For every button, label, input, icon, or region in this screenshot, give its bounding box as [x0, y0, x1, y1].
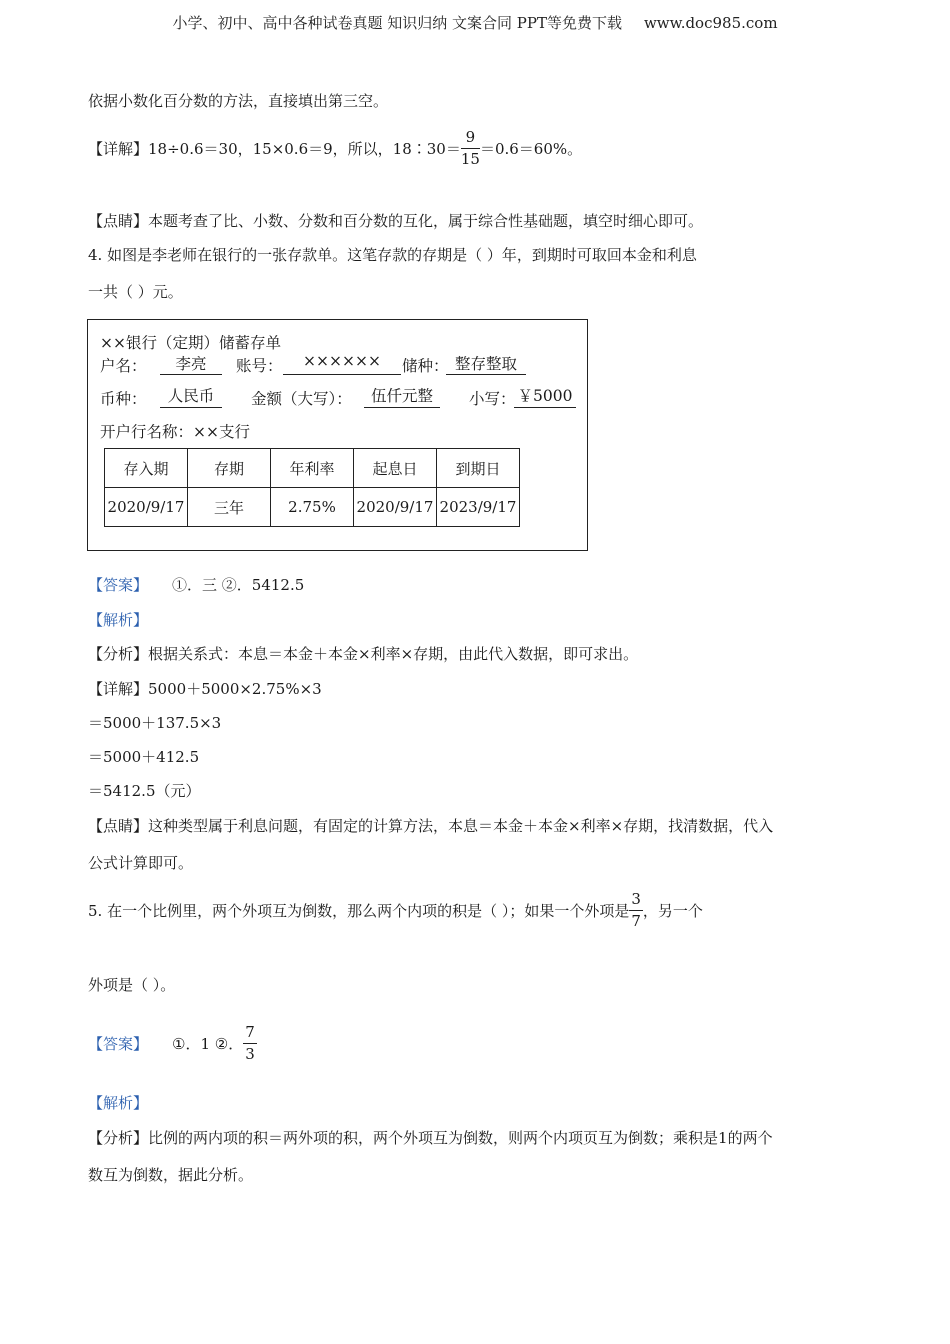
q3-detail-pre: 18÷0.6＝30，15×0.6＝9，所以，18∶30＝ — [148, 139, 461, 158]
slip-account-label: 账号： — [236, 357, 283, 375]
comment-label: 【点睛】 — [88, 817, 149, 835]
q5-analysis-2: 数互为倒数，据此分析。 — [88, 1166, 254, 1184]
slip-table — [104, 448, 520, 527]
table-cell: 2020/9/17 — [105, 488, 188, 527]
table-cell: 三年 — [188, 488, 271, 527]
q4-question-line2: 一共（ ）元。 — [88, 283, 183, 301]
slip-currency-label: 币种： — [100, 390, 147, 408]
q4-detail-step1: 5000＋5000×2.75%×3 — [148, 680, 322, 698]
q5-analysis-1 — [88, 1127, 773, 1148]
fraction-9-15 — [460, 127, 480, 168]
header-title: 小学、初中、高中各种试卷真题 知识归纳 文案合同 PPT等免费下载 — [172, 14, 622, 32]
table-row — [105, 488, 520, 527]
q5-question-line2: 外项是（ ）。 — [88, 976, 176, 994]
slip-name-label: 户名： — [100, 357, 147, 375]
q3-detail — [88, 122, 582, 174]
q5-analysis-text: 比例的两内项的积＝两外项的积，两个外项互为倒数，则两个内项页互为倒数；乘积是1的两个 — [148, 1129, 773, 1147]
page-header — [0, 12, 950, 33]
analysis-label: 【解析】 — [88, 611, 149, 629]
q4-comment-2: 公式计算即可。 — [88, 854, 194, 872]
q4-detail-step2: ＝5000＋137.5×3 — [88, 714, 222, 732]
fraction-denominator: 7 — [631, 911, 641, 930]
slip-type-value: 整存整取 — [446, 352, 526, 375]
q3-method-text: 依据小数化百分数的方法，直接填出第三空。 — [88, 92, 389, 110]
q3-comment — [88, 210, 703, 231]
slip-branch: 开户行名称：××支行 — [100, 423, 250, 441]
fraction-denominator: 3 — [245, 1044, 255, 1063]
q5-question-post: ，另一个 — [642, 901, 703, 920]
comment-label: 【点睛】 — [88, 212, 149, 230]
q3-comment-text: 本题考查了比、小数、分数和百分数的互化，属于综合性基础题，填空时细心即可。 — [148, 212, 704, 230]
q3-detail-post: ＝0.6＝60%。 — [479, 139, 583, 158]
table-cell: 2.75% — [271, 488, 354, 527]
fraction-numerator: 3 — [629, 892, 643, 911]
fraction-numerator: 7 — [243, 1025, 257, 1044]
slip-type-label: 储种： — [402, 357, 449, 375]
slip-currency-value: 人民币 — [160, 384, 222, 408]
answer-label: 【答案】 — [88, 576, 149, 594]
table-header-cell: 年利率 — [271, 449, 354, 488]
q4-comment-text: 这种类型属于利息问题，有固定的计算方法，本息＝本金＋本金×利率×存期，找清数据，代入 — [148, 817, 774, 835]
table-cell: 2023/9/17 — [437, 488, 520, 527]
slip-amount-cn-value: 伍仟元整 — [364, 384, 440, 408]
slip-amount-cn-label: 金额（大写）： — [251, 390, 352, 408]
slip-amount-value: ￥5000 — [514, 384, 576, 408]
q5-question-line1 — [88, 884, 703, 936]
q4-detail-step3: ＝5000＋412.5 — [88, 748, 200, 766]
analysis-label: 【解析】 — [88, 1094, 149, 1112]
slip-name-value: 李亮 — [160, 352, 222, 375]
q4-answer-text: ①．三 ②．5412.5 — [172, 576, 305, 594]
q4-analysis — [88, 643, 638, 664]
q4-detail-step4: ＝5412.5（元） — [88, 782, 201, 800]
table-cell: 2020/9/17 — [354, 488, 437, 527]
fraction-numerator: 9 — [461, 130, 480, 149]
slip-title: ××银行（定期）储蓄存单 — [100, 334, 281, 352]
table-header-cell: 存期 — [188, 449, 271, 488]
q5-answer — [88, 1018, 257, 1068]
deposit-slip — [87, 319, 588, 551]
table-header-cell: 起息日 — [354, 449, 437, 488]
q4-comment-1 — [88, 815, 773, 836]
q4-question-line1: 4. 如图是李老师在银行的一张存款单。这笔存款的存期是（ ）年，到期时可取回本金和利息 — [88, 246, 697, 264]
detail-label: 【详解】 — [88, 139, 149, 158]
q4-answer — [88, 574, 304, 595]
fraction-7-3 — [243, 1022, 257, 1063]
analysis-sub-label: 【分析】 — [88, 645, 149, 663]
table-header-row — [105, 449, 520, 488]
fraction-denominator: 15 — [460, 149, 480, 168]
q5-answer-pre: ①．1 ②． — [172, 1034, 244, 1053]
q4-detail-1 — [88, 678, 322, 699]
q4-analysis-text: 根据关系式：本息＝本金＋本金×利率×存期，由此代入数据，即可求出。 — [148, 645, 639, 663]
table-header-cell: 存入期 — [105, 449, 188, 488]
answer-label: 【答案】 — [88, 1034, 149, 1053]
slip-amount-label: 小写： — [469, 390, 516, 408]
q5-question-pre: 5. 在一个比例里，两个外项互为倒数，那么两个内项的积是（ ）；如果一个外项是 — [88, 901, 630, 920]
analysis-sub-label: 【分析】 — [88, 1129, 149, 1147]
table-header-cell: 到期日 — [437, 449, 520, 488]
slip-account-value: ×××××× — [283, 352, 401, 375]
detail-label: 【详解】 — [88, 680, 149, 698]
header-url[interactable]: www.doc985.com — [643, 14, 778, 32]
fraction-3-7 — [629, 889, 643, 930]
